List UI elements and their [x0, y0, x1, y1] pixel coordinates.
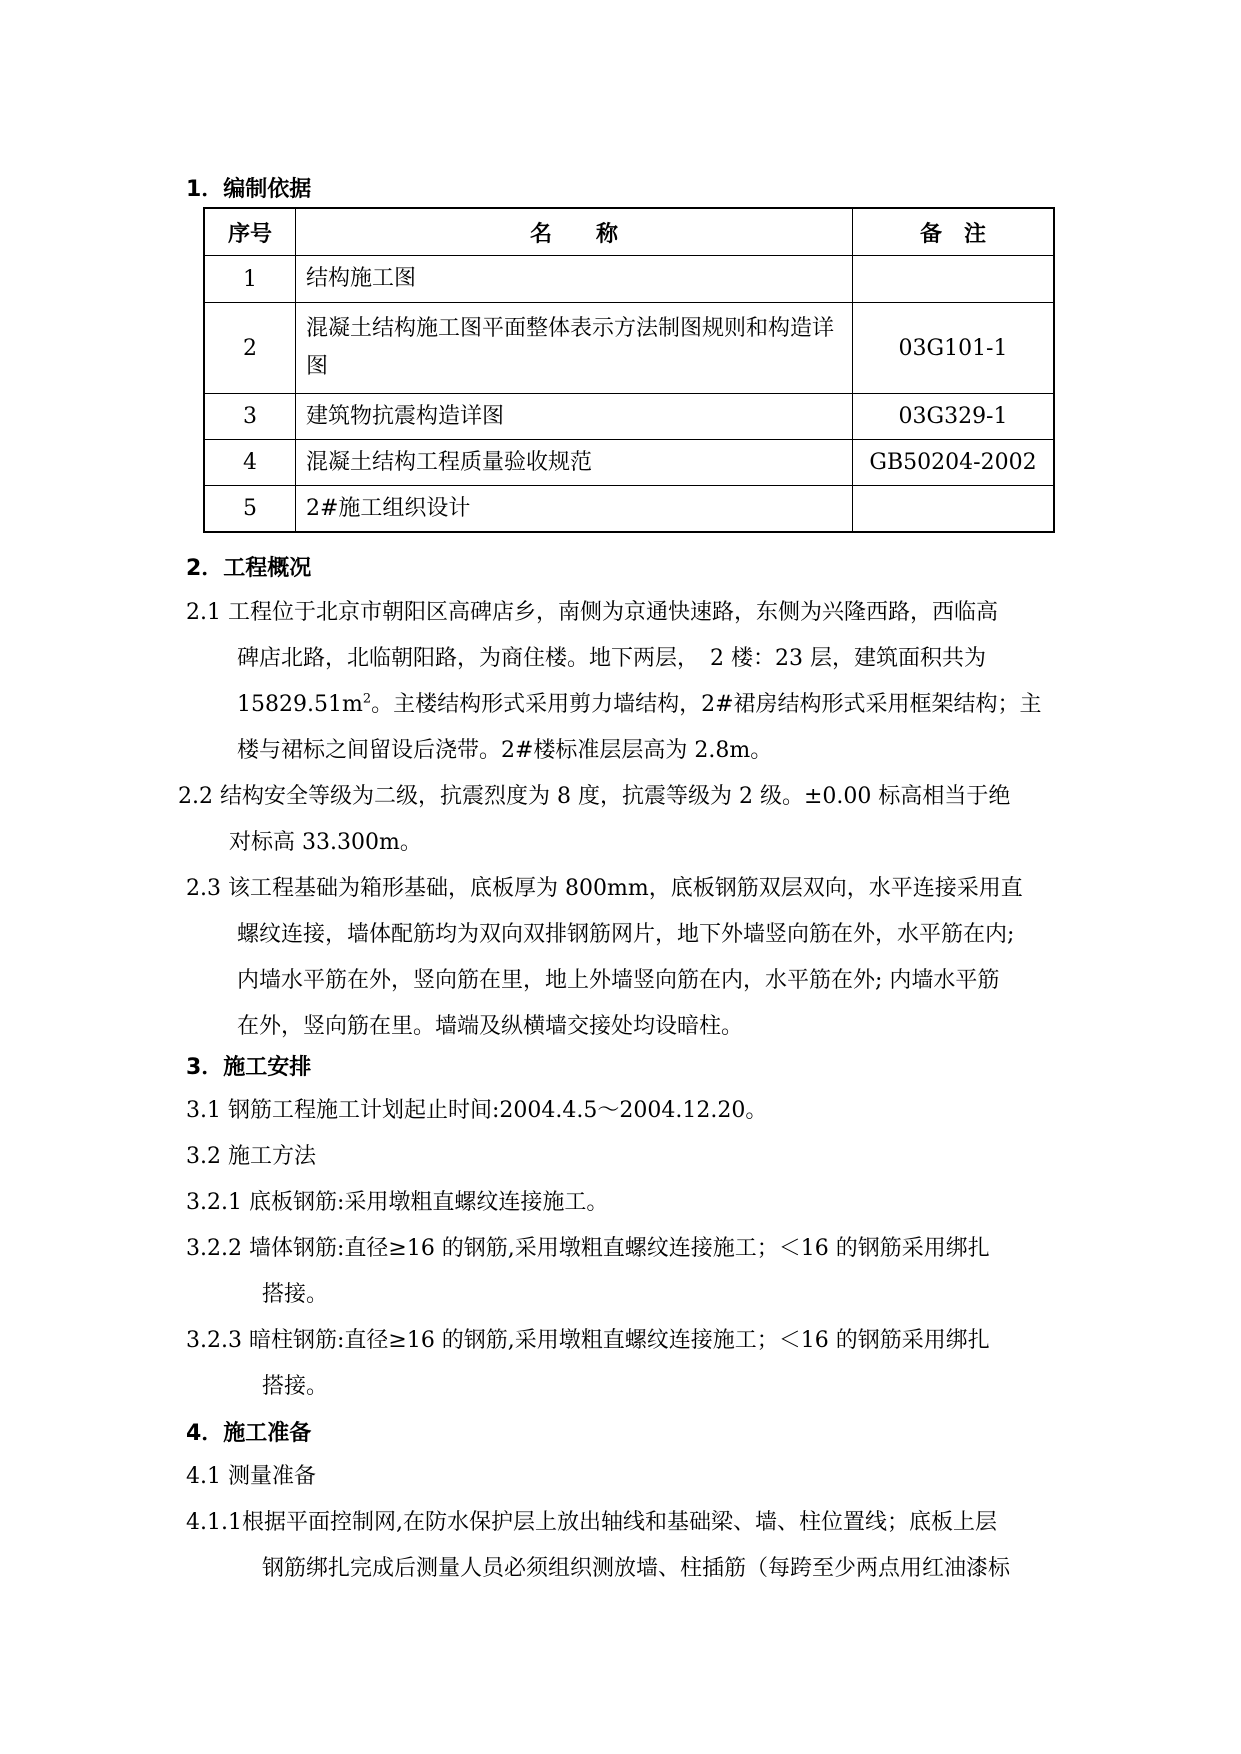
table-row	[204, 303, 1054, 394]
cell-name: 混凝土结构施工图平面整体表示方法制图规则和构造详图	[296, 303, 853, 394]
text-line: 钢筋绑扎完成后测量人员必须组织测放墙、柱插筋（每跨至少两点用红油漆标	[262, 1556, 1011, 1581]
cell-note: 03G329-1	[853, 394, 1055, 440]
cell-no: 1	[204, 256, 296, 303]
text-line: 搭接。	[262, 1282, 329, 1307]
cell-note	[853, 486, 1055, 533]
header-note: 备 注	[853, 208, 1055, 256]
text-fragment: 。主楼结构形式采用剪力墙结构，2#裙房结构形式采用框架结构；主	[371, 692, 1042, 717]
text-line: 2.1 工程位于北京市朝阳区高碑店乡，南侧为京通快速路，东侧为兴隆西路，西临高	[186, 600, 998, 625]
reference-table	[203, 207, 1055, 533]
text-line: 搭接。	[262, 1374, 329, 1399]
text-line: 楼与裙标之间留设后浇带。2#楼标准层层高为 2.8m。	[237, 738, 773, 763]
text-line: 内墙水平筋在外，竖向筋在里，地上外墙竖向筋在内，水平筋在外; 内墙水平筋	[237, 968, 1000, 993]
text-line: 对标高 33.300m。	[229, 830, 422, 855]
table-header-row	[204, 208, 1054, 256]
cell-note	[853, 256, 1055, 303]
paragraph-4	[186, 1454, 1010, 1592]
section-heading-3: 3．施工安排	[186, 1055, 312, 1080]
text-line: 4.1 测量准备	[186, 1464, 316, 1489]
table-row	[204, 256, 1054, 303]
cell-name: 结构施工图	[296, 256, 853, 303]
section-heading-1: 1．编制依据	[186, 177, 312, 202]
table-row	[204, 394, 1054, 440]
section-heading-2: 2．工程概况	[186, 556, 312, 581]
text-line: 碑店北路，北临朝阳路，为商住楼。地下两层， 2 楼：23 层，建筑面积共为	[237, 646, 986, 671]
paragraph-2-2	[178, 774, 1010, 866]
text-line: 3.2.2 墙体钢筋:直径≥16 的钢筋,采用墩粗直螺纹连接施工；＜16 的钢筋采用绑扎	[186, 1236, 990, 1261]
text-line: 2.2 结构安全等级为二级，抗震烈度为 8 度，抗震等级为 2 级。±0.00 标高相当于绝	[178, 784, 1011, 809]
cell-name: 混凝土结构工程质量验收规范	[296, 440, 853, 486]
text-line: 在外，竖向筋在里。墙端及纵横墙交接处均设暗柱。	[237, 1014, 744, 1039]
text-line: 3.2 施工方法	[186, 1144, 316, 1169]
cell-no: 2	[204, 303, 296, 394]
paragraph-2-3	[186, 866, 1023, 1050]
paragraph-3	[186, 1088, 990, 1410]
text-line: 3.2.1 底板钢筋:采用墩粗直螺纹连接施工。	[186, 1190, 609, 1215]
section-heading-4: 4．施工准备	[186, 1421, 312, 1446]
superscript: 2	[362, 691, 372, 707]
table-row	[204, 440, 1054, 486]
cell-name: 2#施工组织设计	[296, 486, 853, 533]
text-line: 4.1.1根据平面控制网,在防水保护层上放出轴线和基础梁、墙、柱位置线；底板上层	[186, 1510, 997, 1535]
cell-no: 4	[204, 440, 296, 486]
table-row	[204, 486, 1054, 533]
cell-note: 03G101-1	[853, 303, 1055, 394]
text-line: 2.3 该工程基础为箱形基础，底板厚为 800mm，底板钢筋双层双向，水平连接采用直	[186, 876, 1023, 901]
text-line	[186, 682, 1042, 728]
header-no: 序号	[204, 208, 296, 256]
cell-no: 3	[204, 394, 296, 440]
header-name: 名 称	[296, 208, 853, 256]
cell-note: GB50204-2002	[853, 440, 1055, 486]
text-line: 螺纹连接，墙体配筋均为双向双排钢筋网片，地下外墙竖向筋在外，水平筋在内;	[237, 922, 1015, 947]
paragraph-2-1	[186, 590, 1042, 774]
text-line: 3.1 钢筋工程施工计划起止时间:2004.4.5～2004.12.20。	[186, 1098, 768, 1123]
text-line: 3.2.3 暗柱钢筋:直径≥16 的钢筋,采用墩粗直螺纹连接施工；＜16 的钢筋采用绑扎	[186, 1328, 990, 1353]
cell-no: 5	[204, 486, 296, 533]
text-fragment: 15829.51m	[237, 692, 363, 717]
cell-name: 建筑物抗震构造详图	[296, 394, 853, 440]
